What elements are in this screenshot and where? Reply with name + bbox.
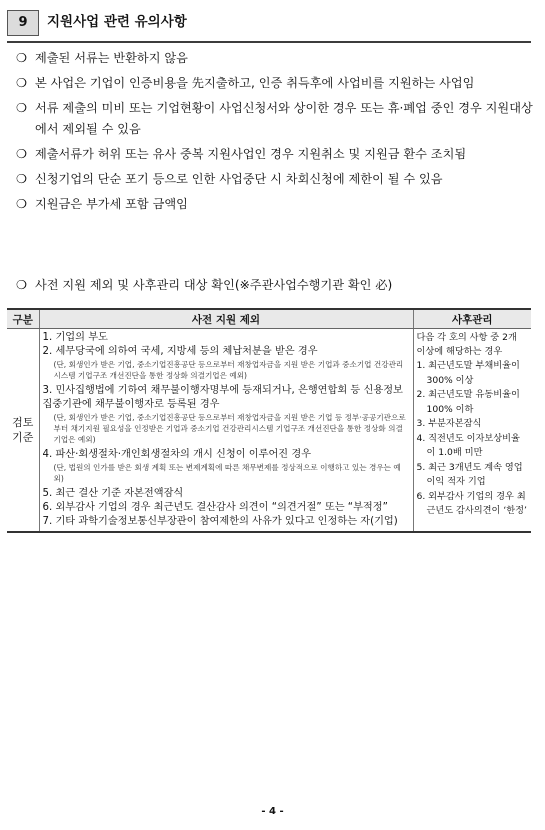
exclusion-item: 2. 세무당국에 의하여 국세, 지방세 등의 체납처분을 받은 경우 — [42, 346, 318, 358]
notice-item: ❍ 제출된 서류는 반환하지 않음 — [16, 48, 536, 69]
aftercare-item: 1. 최근년도말 부채비율이 300% 이상 — [416, 360, 520, 386]
eligibility-table — [7, 308, 531, 533]
exclusion-item: 5. 최근 결산 기준 자본전액잠식 — [42, 487, 184, 499]
category-cell: 검토 기준 — [7, 329, 39, 533]
exclusion-note: (단, 회생인가 받은 기업, 중소기업진흥공단 등으로부터 재창업자금을 지원 받은 기업 등 정부·공공기관으로부터 채기지원 필요성을 인정받은 기업과 중소기업 건강관리시스템 기업구조 개선진단을 통한 정상화 의결기업은 예외) — [53, 413, 406, 444]
table-header-row — [7, 309, 531, 329]
section-number: 9 — [7, 10, 39, 36]
exclusion-item: 7. 기타 과학기술정보통신부장관이 참여제한의 사유가 있다고 인정하는 자(기업) — [42, 516, 398, 527]
exclusion-item: 6. 외부감사 기업의 경우 최근년도 결산감사 의견이 “의견거절” 또는 “부적정” — [42, 501, 388, 513]
aftercare-item: 3. 부분자본잠식 — [416, 418, 482, 429]
aftercare-item: 4. 직전년도 이자보상비율이 1.0배 미만 — [416, 432, 520, 458]
notice-item: ❍ 본 사업은 기업이 인증비용을 先지출하고, 인증 취득후에 사업비를 지원하는 사업임 — [16, 73, 536, 94]
column-header-category: 구분 — [7, 309, 39, 329]
circle-bullet-icon: ❍ — [16, 278, 27, 292]
column-header-aftercare: 사후관리 — [413, 309, 531, 329]
section-title: 지원사업 관련 유의사항 — [47, 14, 187, 30]
exclusion-cell — [39, 329, 413, 533]
page-number: - 4 - — [261, 806, 284, 817]
notice-item: ❍ 서류 제출의 미비 또는 기업현황이 사업신청서와 상이한 경우 또는 휴·폐업 중인 경우 지원대상에서 제외될 수 있음 — [16, 98, 536, 140]
circle-bullet-icon: ❍ — [16, 76, 27, 90]
table-row — [7, 329, 531, 533]
section-header — [7, 10, 531, 36]
sub-heading — [16, 275, 392, 295]
column-header-exclusion: 사전 지원 제외 — [39, 309, 413, 329]
exclusion-item: 3. 민사집행법에 기하여 채무불이행자명부에 등재되거나, 은행연합회 등 신용정보집중기관에 채무불이행자로 등록된 경우 — [42, 385, 403, 411]
notice-item: ❍ 신청기업의 단순 포기 등으로 인한 사업중단 시 차회신청에 제한이 될 수 있음 — [16, 169, 536, 190]
circle-bullet-icon: ❍ — [16, 51, 27, 65]
aftercare-intro: 다음 각 호의 사항 중 2개 이상에 해당하는 경우 — [416, 332, 517, 357]
section-underline — [7, 41, 531, 43]
notice-item: ❍ 제출서류가 허위 또는 유사 중복 지원사업인 경우 지원취소 및 지원금 환수 조치됨 — [16, 144, 536, 165]
sub-heading-text: 사전 지원 제외 및 사후관리 대상 확인(※주관사업수행기관 확인 必) — [35, 278, 393, 292]
aftercare-item: 5. 최근 3개년도 계속 영업이익 적자 기업 — [416, 461, 523, 487]
notice-item: ❍ 지원금은 부가세 포함 금액임 — [16, 194, 536, 215]
exclusion-note: (단, 법원의 인가를 받은 회생 계획 또는 변제계획에 따른 채무변제를 정상적으로 이행하고 있는 경우는 예외) — [53, 463, 401, 483]
circle-bullet-icon: ❍ — [16, 172, 27, 186]
circle-bullet-icon: ❍ — [16, 101, 27, 115]
exclusion-item: 4. 파산·회생절차·개인회생절차의 개시 신청이 이루어진 경우 — [42, 448, 312, 460]
notice-list — [16, 48, 536, 219]
exclusion-note: (단, 회생인가 받은 기업, 중소기업진흥공단 등으로부터 재창업자금을 지원 받은 기업과 중소기업 건강관리시스템 기업구조 개선진단을 통한 정상화 의결기업은 예외) — [53, 360, 404, 381]
aftercare-cell — [413, 329, 531, 533]
aftercare-item: 6. 외부감사 기업의 경우 최근년도 감사의견이 ‘한정’ — [416, 490, 527, 516]
circle-bullet-icon: ❍ — [16, 147, 27, 161]
exclusion-item: 1. 기업의 부도 — [42, 332, 108, 343]
circle-bullet-icon: ❍ — [16, 197, 27, 211]
aftercare-item: 2. 최근년도말 유동비율이 100% 이하 — [416, 389, 520, 415]
